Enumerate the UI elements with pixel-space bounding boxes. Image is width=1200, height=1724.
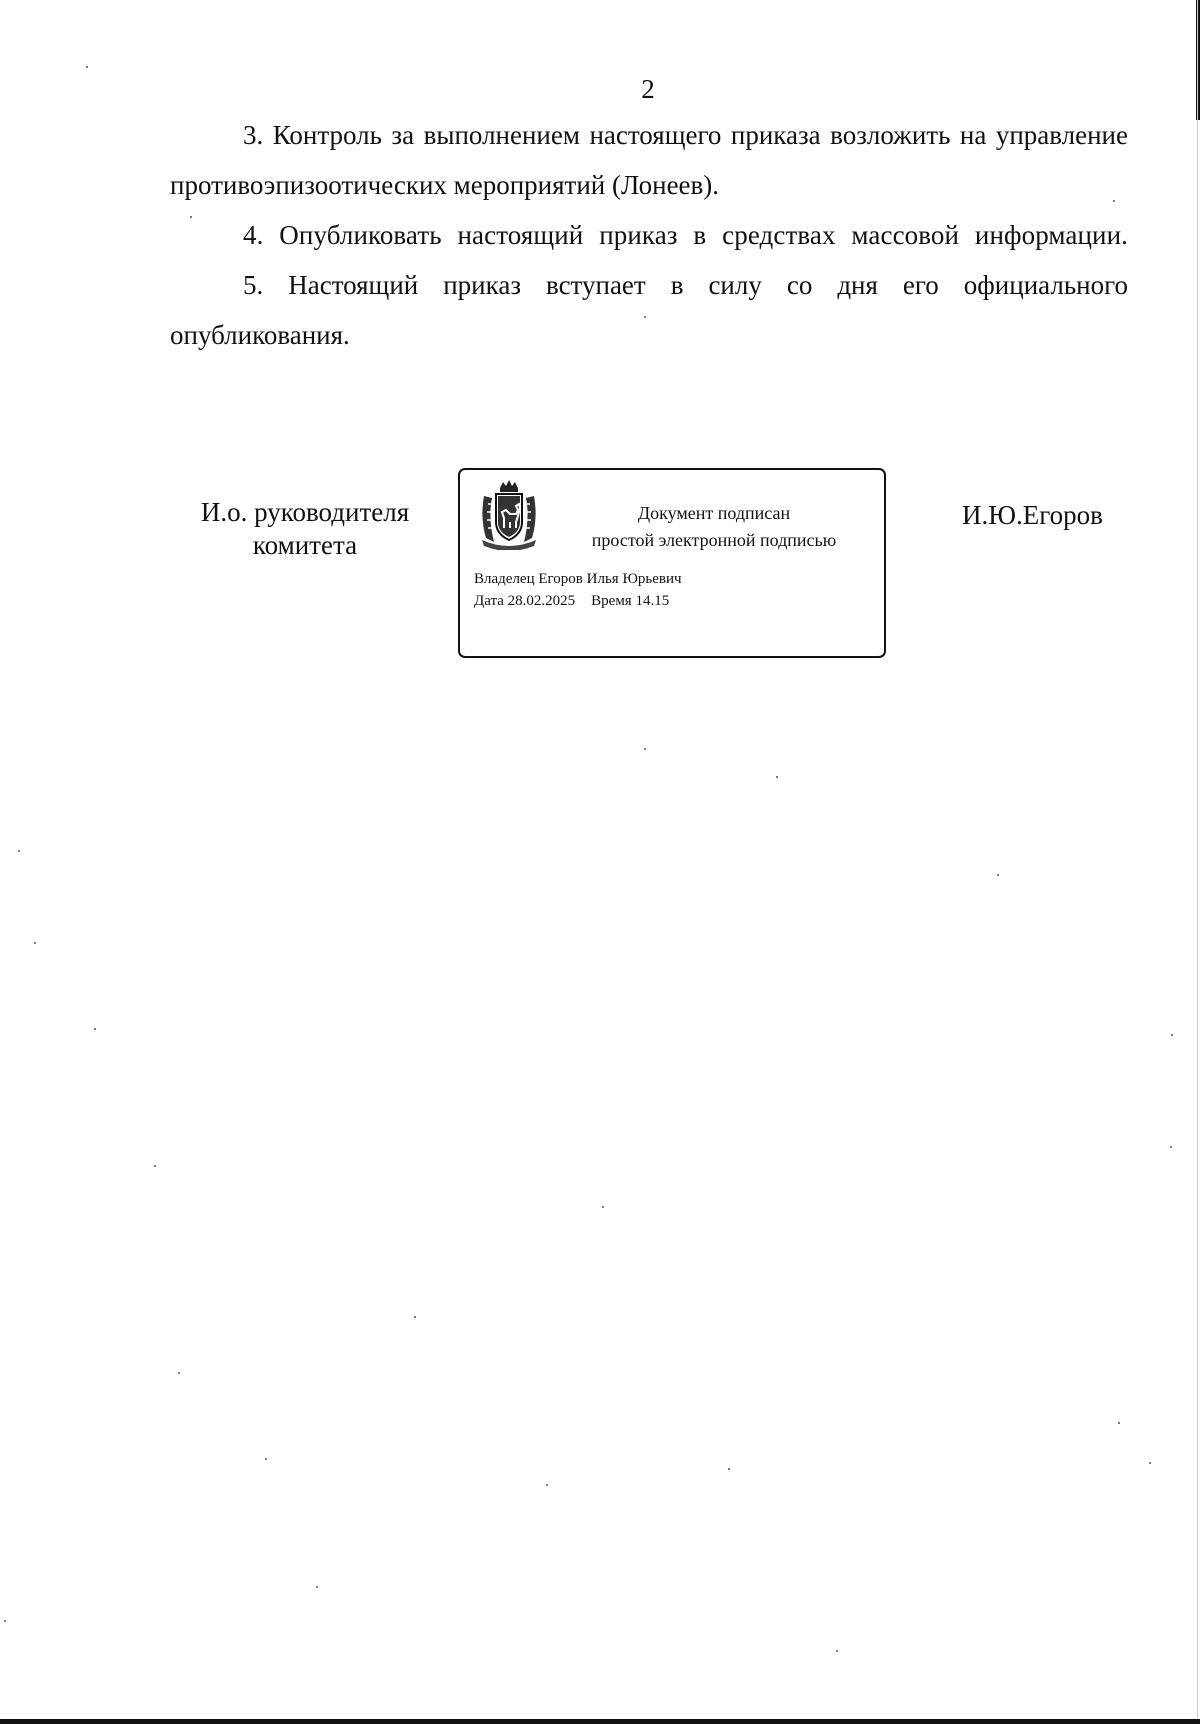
scan-edge-line — [1197, 0, 1198, 1724]
scan-edge-bottom — [0, 1719, 1200, 1724]
scan-speck — [154, 1165, 156, 1167]
scan-speck — [546, 1484, 548, 1486]
scan-speck — [1118, 1422, 1120, 1424]
scan-speck — [18, 850, 20, 852]
scan-speck — [728, 1468, 730, 1470]
scan-speck — [178, 1372, 180, 1374]
paragraph-item-4: 4. Опубликовать настоящий приказ в средствах массовой информации. — [243, 220, 1128, 250]
signer-position — [180, 496, 430, 562]
document-body — [170, 110, 1128, 360]
stamp-time: Время 14.15 — [591, 593, 670, 609]
scan-speck — [644, 748, 646, 750]
stamp-title — [556, 500, 872, 554]
stamp-owner: Владелец Егоров Илья Юрьевич — [474, 571, 682, 587]
signer-position-line1: И.о. руководителя — [200, 497, 410, 527]
scan-speck — [1170, 1146, 1172, 1148]
scan-speck — [836, 1650, 838, 1652]
scan-speck — [316, 1586, 318, 1588]
stamp-title-line2: простой электронной подписью — [591, 530, 837, 550]
scan-speck — [997, 874, 999, 876]
paragraph-item-5: 5. Настоящий приказ вступает в силу со дня его официального опубликования. — [170, 270, 1128, 350]
scan-speck — [94, 1028, 96, 1030]
scan-speck — [86, 66, 88, 68]
scan-speck — [265, 1458, 267, 1460]
scan-speck — [4, 1620, 6, 1622]
paragraph-item-3: 3. Контроль за выполнением настоящего приказа возложить на управление противоэпизоотических мероприятий (Лонеев). — [170, 120, 1128, 200]
electronic-signature-stamp — [458, 468, 886, 658]
scan-speck — [1149, 1462, 1151, 1464]
stamp-date-time — [474, 590, 669, 612]
signature-block — [0, 466, 1200, 666]
signer-position-line2: комитета — [252, 530, 358, 560]
stamp-date: Дата 28.02.2025 — [474, 593, 576, 609]
scan-speck — [34, 942, 36, 944]
scan-speck — [1171, 1034, 1173, 1036]
scan-speck — [776, 776, 778, 778]
page-number: 2 — [641, 74, 655, 104]
coat-of-arms-icon — [476, 478, 542, 550]
scan-speck — [602, 1206, 604, 1208]
scan-speck — [414, 1316, 416, 1318]
signer-name: И.Ю.Егоров — [962, 500, 1103, 530]
stamp-title-line1: Документ подписан — [637, 503, 791, 523]
